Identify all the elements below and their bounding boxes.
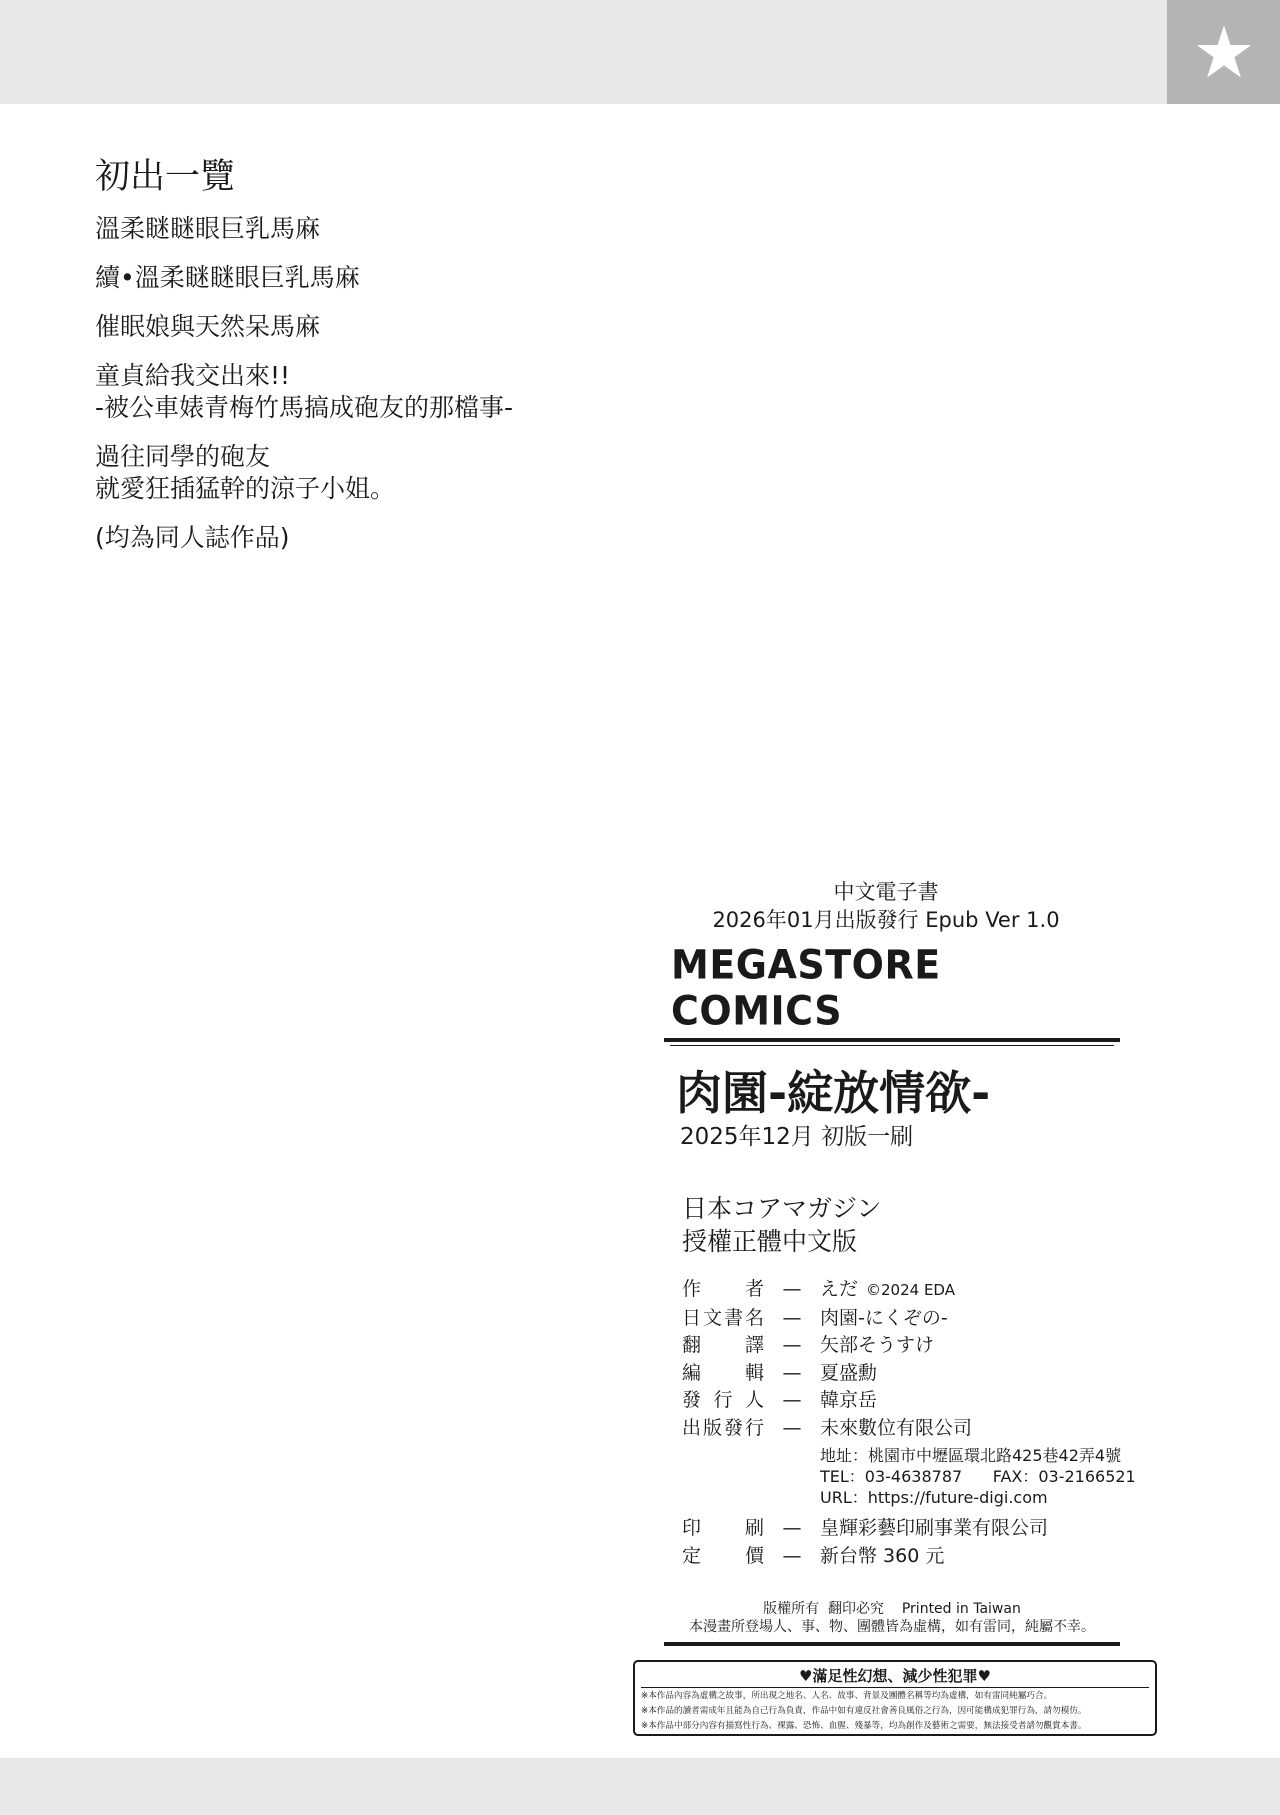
- notice-line: ※本作品內容為虛構之故事，所出現之地名、人名、故事、背景及團體名稱等均為虛構，如有雷同純屬巧合。: [641, 1691, 1053, 1701]
- edition-info: 2025年12月 初版一刷: [680, 1124, 914, 1150]
- list-item-title: 催眠娘與天然呆馬麻: [95, 312, 321, 341]
- credit-label: 發行人: [682, 1389, 764, 1411]
- credit-dash: —: [782, 1544, 802, 1567]
- divider: [664, 1642, 1120, 1646]
- credit-label: 日文書名: [682, 1306, 764, 1329]
- list-item-note: [95, 522, 513, 554]
- credit-value: 未來數位有限公司: [820, 1416, 973, 1439]
- list-item-title: 溫柔瞇瞇眼巨乳馬麻: [95, 214, 321, 243]
- credit-dash: —: [782, 1361, 802, 1384]
- publisher-phone-fax: TEL：03-4638787 FAX：03-2166521: [820, 1467, 1136, 1486]
- star-badge: [1167, 0, 1280, 104]
- credit-label: 作者: [682, 1278, 764, 1300]
- book-title: 肉園-綻放情欲-: [676, 1066, 991, 1120]
- credit-label: 印刷: [682, 1517, 764, 1539]
- list-item-title: 過往同學的砲友: [95, 442, 271, 471]
- bottom-margin-bar: [0, 1758, 1280, 1815]
- publisher-address: 地址：桃園市中壢區環北路425巷42弄4號: [820, 1446, 1122, 1465]
- first-appearance-title: 初出一覽: [95, 157, 236, 197]
- credit-value: [820, 1276, 1120, 1305]
- list-item: [95, 213, 513, 245]
- star-icon: [1195, 23, 1253, 81]
- credit-value: 矢部そうすけ: [820, 1334, 935, 1356]
- credit-row: [682, 1415, 1120, 1443]
- credit-dash: —: [782, 1416, 802, 1439]
- notice-line: ※本作品的讀者需成年且能為自己行為負責，作品中如有違反社會善良風俗之行為，因可能構成犯罪行為，請勿模仿。: [641, 1706, 1087, 1716]
- content-notice-box: [633, 1660, 1157, 1736]
- publisher-label-logo: MEGASTORE COMICS: [671, 941, 941, 1035]
- list-item: [95, 262, 513, 294]
- credit-row: [682, 1305, 1120, 1333]
- credit-label: 出版發行: [682, 1416, 764, 1439]
- divider: [664, 1038, 1120, 1042]
- first-appearance-list: [95, 155, 513, 571]
- publisher-contact: [820, 1445, 1136, 1508]
- credit-dash: —: [782, 1389, 802, 1411]
- credits-table-2: [682, 1515, 1120, 1570]
- license-note: 授權正體中文版: [682, 1227, 858, 1256]
- list-item-subtitle: 就愛狂插猛幹的涼子小姐。: [95, 474, 396, 503]
- notice-line: ※本作品中部分內容有描寫性行為、裸露、恐怖、血腥、殘暴等，均為創作及藝術之需要，無法接受者請勿觀賞本書。: [641, 1721, 1087, 1731]
- divider: [641, 1687, 1149, 1688]
- fiction-disclaimer: 本漫畫所登場人、事、物、團體皆為虛構，如有雷同，純屬不幸。: [689, 1619, 1095, 1635]
- ebook-label: 中文電子書: [833, 880, 939, 904]
- credit-row: [682, 1515, 1120, 1543]
- credit-row: [682, 1360, 1120, 1388]
- credit-label: 編輯: [682, 1361, 764, 1384]
- notice-title: ♥滿足性幻想、減少性犯罪♥: [799, 1667, 991, 1685]
- ebook-release: 2026年01月出版發行 Epub Ver 1.0: [712, 908, 1060, 932]
- colophon: [664, 878, 1136, 1646]
- credit-row: [682, 1332, 1120, 1360]
- list-item-title: 續•溫柔瞇瞇眼巨乳馬麻: [95, 263, 360, 292]
- credit-dash: —: [782, 1306, 802, 1329]
- list-item-subtitle: -被公車婊青梅竹馬搞成砲友的那檔事-: [95, 393, 514, 422]
- credit-label: 定價: [682, 1544, 764, 1567]
- credit-row: [682, 1387, 1120, 1415]
- credit-value: 肉園-にくぞの-: [820, 1306, 948, 1329]
- list-item-title: 童貞給我交出來!!: [95, 361, 291, 390]
- license-publisher: 日本コアマガジン: [682, 1194, 882, 1223]
- credit-value: 皇輝彩藝印刷事業有限公司: [820, 1517, 1049, 1539]
- divider: [670, 1045, 1114, 1046]
- credit-value: 新台幣 360 元: [820, 1544, 945, 1567]
- publisher-url: URL：https://future-digi.com: [820, 1488, 1048, 1507]
- list-item: [95, 360, 513, 424]
- copyright: ©2024 EDA: [866, 1281, 955, 1299]
- list-item: [95, 441, 513, 505]
- author-name: えだ: [820, 1278, 859, 1300]
- credit-value: 夏盛勳: [820, 1361, 878, 1384]
- credit-row: [682, 1543, 1120, 1571]
- credit-label: 翻譯: [682, 1334, 764, 1356]
- rights-statement: 版權所有 翻印必究 Printed in Taiwan: [763, 1601, 1021, 1617]
- credit-dash: —: [782, 1278, 802, 1300]
- top-margin-bar: [0, 0, 1167, 104]
- credit-value: 韓京岳: [820, 1389, 878, 1411]
- credit-row: [682, 1276, 1120, 1305]
- list-item: [95, 311, 513, 343]
- credits-table: [682, 1276, 1120, 1442]
- list-item-title: (均為同人誌作品): [95, 523, 290, 552]
- credit-dash: —: [782, 1334, 802, 1356]
- credit-dash: —: [782, 1517, 802, 1539]
